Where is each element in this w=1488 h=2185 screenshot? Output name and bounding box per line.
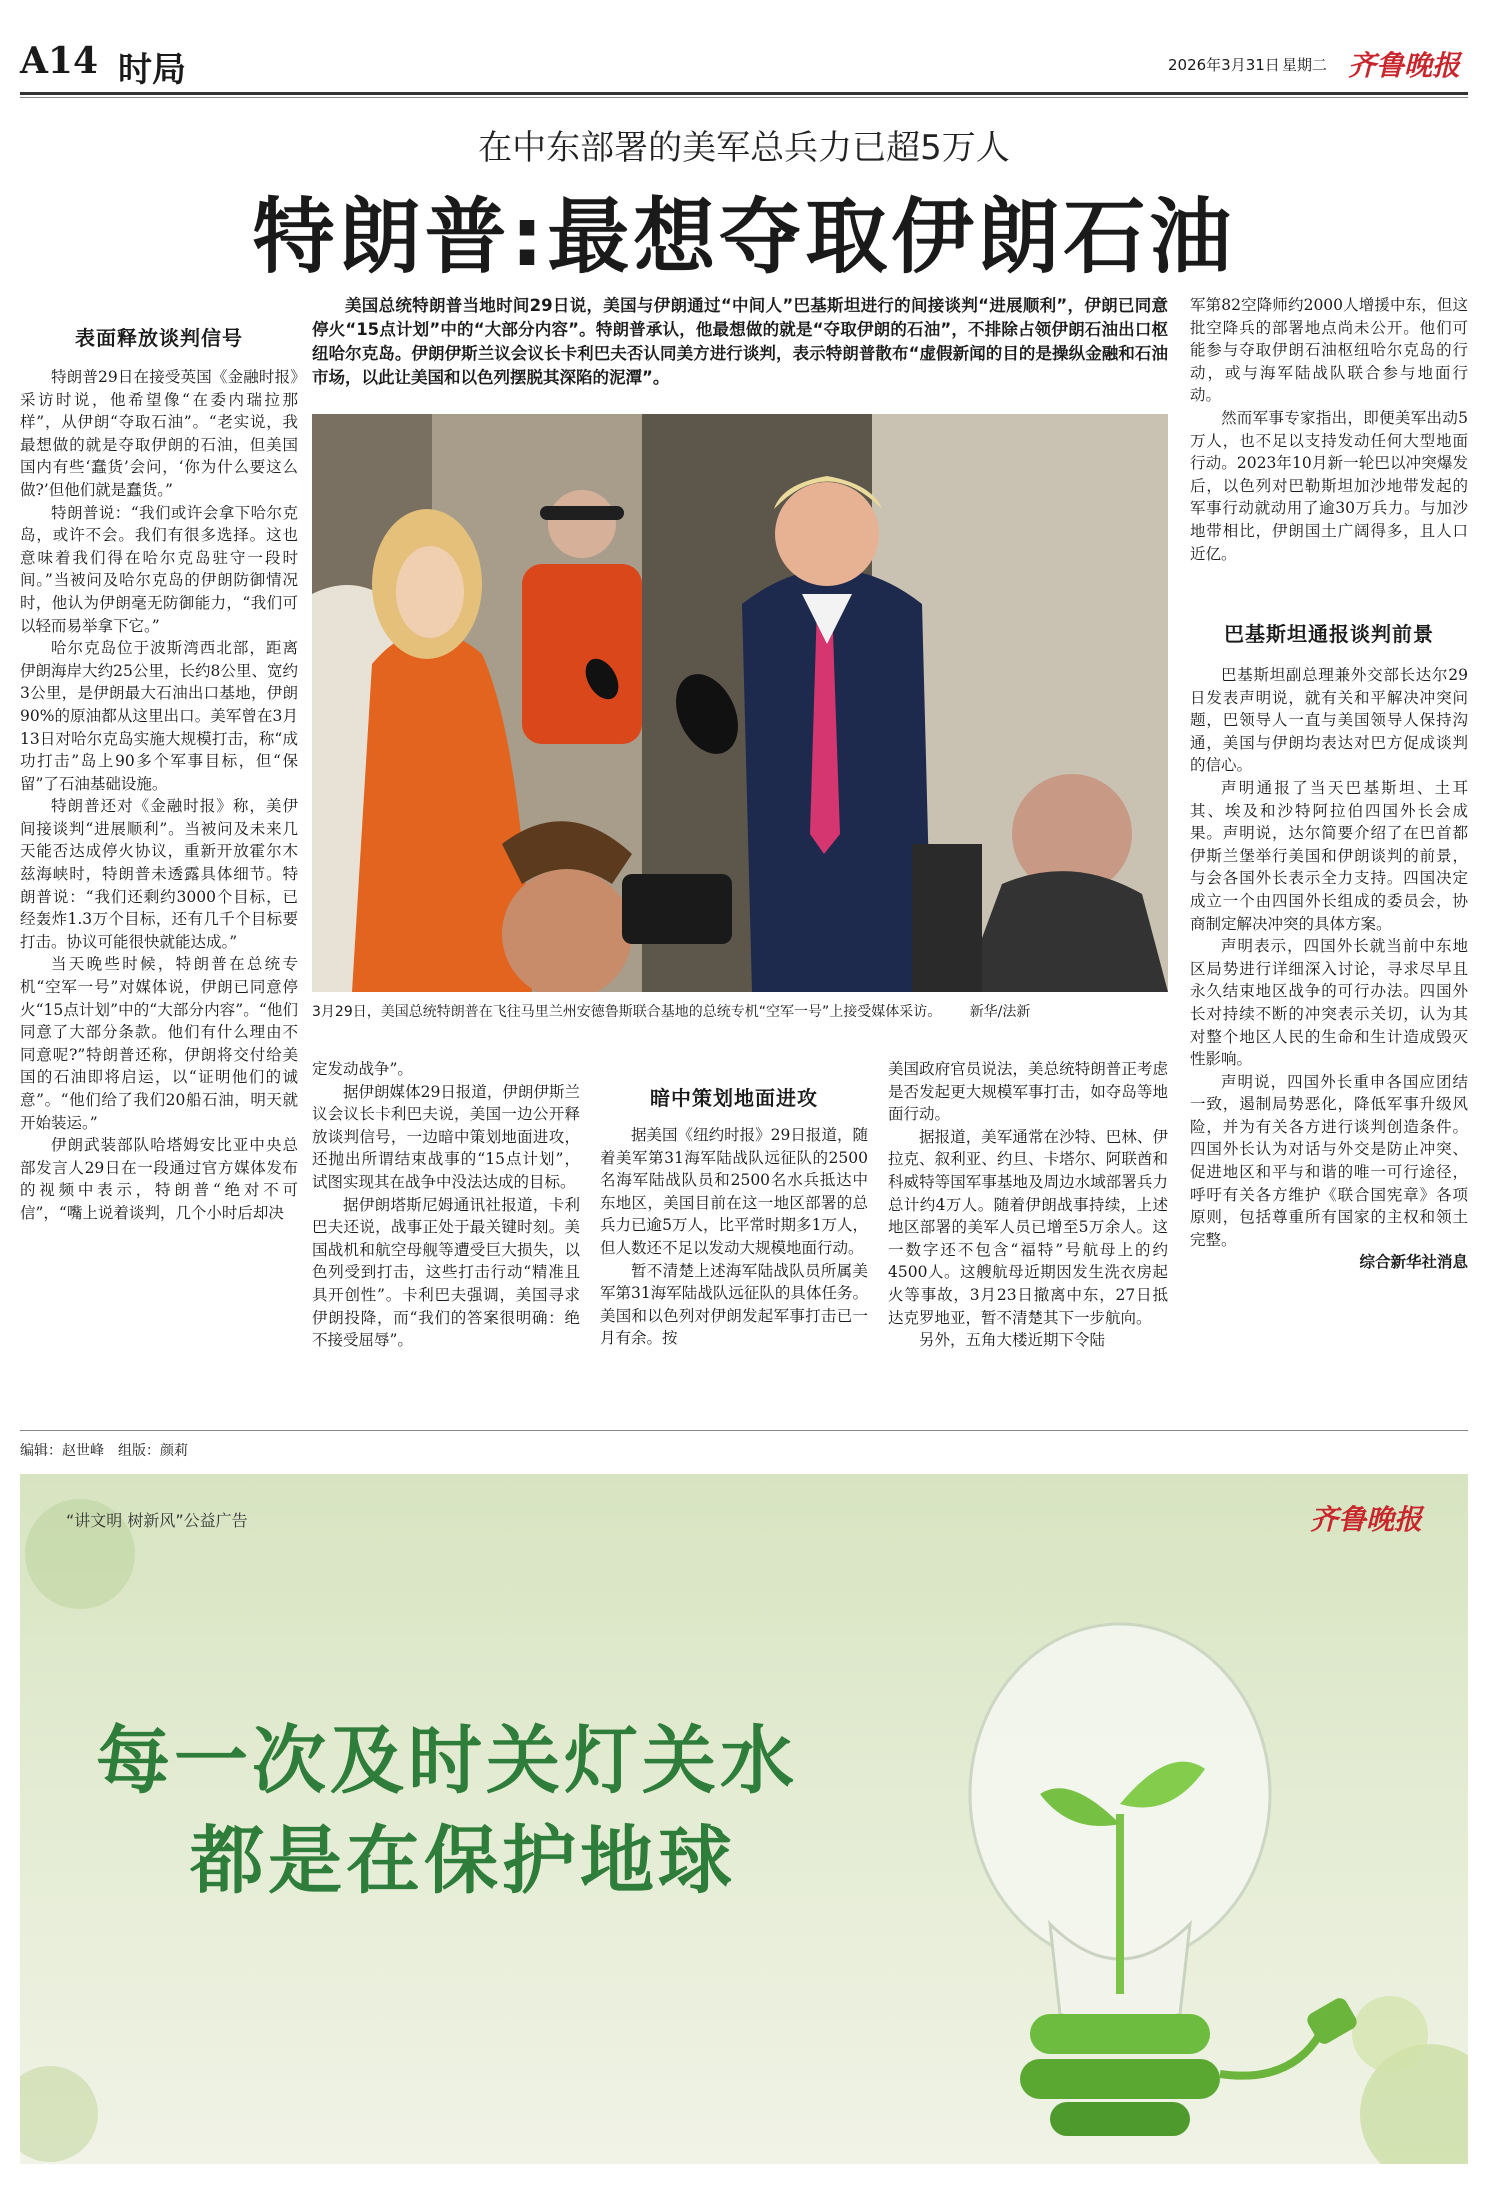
public-service-ad (20, 1474, 1468, 2164)
headline-main: 特朗普:最想夺取伊朗石油 (252, 190, 1236, 285)
headline-kicker: 在中东部署的美军总兵力已超5万人 (478, 128, 1010, 168)
header-rule (20, 92, 1468, 95)
col3-para: 据美国《纽约时报》29日报道，随着美军第31海军陆战队远征队的2500名海军陆战队员和2500名水兵抵达中东地区，美国目前在这一地区部署的总兵力已逾5万人，比平常时期多1万人，但人数还不足以发动大规模地面行动。 (600, 1126, 868, 1257)
col4-body (888, 1058, 1168, 1352)
page-number: A14 (20, 40, 99, 82)
header-rule-thin (20, 97, 1468, 98)
col3-body (600, 1124, 868, 1350)
ad-headline-2: 都是在保护地球 (190, 1818, 736, 1904)
col1-para: 哈尔克岛位于波斯湾西北部，距离伊朗海岸大约25公里，长约8公里、宽约3公里，是伊朗最大石油出口基地，伊朗90%的原油都从这里出口。美军曾在3月13日对哈尔克岛实施大规模打击，称“成功打击”岛上90多个军事目标，但“保留”了石油基础设施。 (20, 639, 298, 793)
col1-body (20, 366, 298, 1225)
col5-signoff: 综合新华社消息 (1359, 1253, 1468, 1272)
col3-para: 暂不清楚上述海军陆战队员所属美军第31海军陆战队远征队的具体任务。美国和以色列对伊朗发起军事打击已一月有余。按 (600, 1261, 868, 1348)
news-photo (312, 414, 1168, 992)
masthead-logo: 齐鲁晚报 (1348, 49, 1461, 82)
col5-para: 声明表示，四国外长就当前中东地区局势进行详细深入讨论，寻求尽早且永久结束地区战争的可行办法。四国外长对持续不断的冲突表示关切，认为其对整个地区人民的生命和生计造成毁灭性影响。 (1190, 937, 1468, 1069)
issue-date: 2026年3月31日 (1168, 56, 1280, 74)
col5-continued: 军第82空降师约2000人增援中东，但这批空降兵的部署地点尚未公开。他们可能参与夺取伊朗石油枢纽哈尔克岛的行动，或与海军陆战队联合参与地面行动。 (1190, 296, 1468, 405)
col5-heading: 巴基斯坦通报谈判前景 (1224, 622, 1434, 646)
col2-para: 据伊朗媒体29日报道，伊朗伊斯兰议会议长卡利巴夫说，美国一边公开释放谈判信号，一边暗中策划地面进攻，还抛出所谓结束战事的“15点计划”，试图实现其在战争中没法达成的目标。 (312, 1082, 580, 1191)
col2-continued: 定发动战争”。 (312, 1060, 413, 1078)
col4-para: 另外，五角大楼近期下令陆 (919, 1331, 1106, 1350)
ad-logo: 齐鲁晚报 (1310, 1503, 1423, 1536)
col1-para: 特朗普还对《金融时报》称，美伊间接谈判“进展顺利”。当被问及未来几天能否达成停火协议，重新开放霍尔木兹海峡时，特朗普未透露具体细节。特朗普说：“我们还剩约3000个目标，已经轰炸1.3万个目标，还有几千个目标要打击。协议可能很快就能达成。” (20, 797, 298, 951)
ad-headline-1: 每一次及时关灯关水 (96, 1718, 798, 1804)
footer-rule (20, 1430, 1468, 1431)
photo-credit: 新华/法新 (969, 1004, 1031, 1020)
col1-para: 特朗普29日在接受英国《金融时报》采访时说，他希望像“在委内瑞拉那样”，从伊朗“夺取石油”。“老实说，我最想做的就是夺取伊朗的石油，但美国国内有些‘蠢货’会问，‘你为什么要这么做?’但他们就是蠢货。” (20, 368, 298, 499)
col1-heading: 表面释放谈判信号 (75, 326, 243, 350)
section-name: 时局 (118, 50, 186, 90)
col2-para: 据伊朗塔斯尼姆通讯社报道，卡利巴夫还说，战事正处于最关键时刻。美国战机和航空母舰等遭受巨大损失，以色列受到打击，这些打击行动“精准且具开创性”。卡利巴夫强调，美国寻求伊朗投降，而“我们的答案很明确：绝不接受屈辱”。 (312, 1195, 580, 1350)
col5-para: 声明通报了当天巴基斯坦、土耳其、埃及和沙特阿拉伯四国外长会成果。声明说，达尔简要介绍了在巴首都伊斯兰堡举行美国和伊朗谈判的前景，与会各国外长表示全力支持。四国决定成立一个由四国外长组成的委员会，协商制定解决冲突的具体方案。 (1190, 778, 1468, 933)
col5-para: 然而军事专家指出，即便美军出动5万人，也不足以支持发动任何大型地面行动。2023年10月新一轮巴以冲突爆发后，以色列对巴勒斯坦加沙地带发起的军事行动就动用了逾30万兵力。与加沙地带相比，伊朗国土广阔得多，且人口近亿。 (1190, 408, 1468, 563)
photo-caption-text: 3月29日，美国总统特朗普在飞往马里兰州安德鲁斯联合基地的总统专机“空军一号”上接受媒体采访。 (312, 1004, 942, 1020)
col5-para: 声明说，四国外长重申各国应团结一致，遏制局势恶化，降低军事升级风险，并为有关各方进行谈判创造条件。四国外长认为对话与外交是防止冲突、促进地区和平与和谐的唯一可行途径，呼吁有关各方维护《联合国宪章》各项原则，包括尊重所有国家的主权和领土完整。 (1190, 1072, 1468, 1249)
lead-paragraph (312, 294, 1168, 390)
col5-body-bottom (1190, 664, 1468, 1274)
col5-para: 巴基斯坦副总理兼外交部长达尔29日发表声明说，就有关和平解决冲突问题，巴领导人一直与美国领导人保持沟通，美国与伊朗均表达对巴方促成谈判的信心。 (1190, 666, 1468, 775)
ad-tag: “讲文明 树新风”公益广告 (66, 1511, 248, 1530)
photo-illustration (312, 414, 1168, 992)
col4-para: 据报道，美军通常在沙特、巴林、伊拉克、叙利亚、约旦、卡塔尔、阿联酋和科威特等国军事基地及周边水域部署兵力总计约4万人。随着伊朗战事持续，上述地区部署的美军人员已增至5万余人。这一数字还不包含“福特”号航母上的约4500人。这艘航母近期因发生洗衣房起火等事故，3月23日撤离中东，27日抵达克罗地亚，暂不清楚其下一步航向。 (888, 1127, 1168, 1327)
col2-body (312, 1058, 580, 1352)
lead-text: 美国总统特朗普当地时间29日说，美国与伊朗通过“中间人”巴基斯坦进行的间接谈判“进展顺利”，伊朗已同意停火“15点计划”中的“大部分内容”。特朗普承认，他最想做的就是“夺取伊朗的石油”，不排除占领伊朗石油出口枢纽哈尔克岛。伊朗伊斯兰议会议长卡利巴夫否认同美方进行谈判，表示特朗普散布“虚假新闻的目的是操纵金融和石油市场，以此让美国和以色列摆脱其深陷的泥潭”。 (312, 296, 1168, 387)
col1-para: 当天晚些时候，特朗普在总统专机“空军一号”对媒体说，伊朗已同意停火“15点计划”中的“大部分内容”。“他们同意了大部分条款。他们有什么理由不同意呢?”特朗普还称，伊朗将交付给美国的石油即将启运，以“证明他们的诚意”。“他们给了我们20船石油，明天就开始装运。” (20, 955, 298, 1132)
col1-para: 特朗普说：“我们或许会拿下哈尔克岛，或许不会。我们有很多选择。这也意味着我们得在哈尔克岛驻守一段时间。”当被问及哈尔克岛的伊朗防御情况时，他认为伊朗毫无防御能力，“我们可以轻而易举拿下它。” (20, 503, 298, 635)
issue-weekday: 星期二 (1282, 56, 1328, 74)
col4-continued: 美国政府官员说法，美总统特朗普正考虑是否发起更大规模军事打击，如夺岛等地面行动。 (888, 1060, 1168, 1124)
col5-body-top (1190, 294, 1468, 565)
page-header (20, 36, 1468, 96)
col1-para: 伊朗武装部队哈塔姆安比亚中央总部发言人29日在一段通过官方媒体发布的视频中表示，特朗普“绝对不可信”，“嘴上说着谈判，几个小时后却决 (20, 1136, 298, 1222)
editor-credit: 编辑：赵世峰 组版：颜莉 (20, 1443, 188, 1459)
photo-caption (312, 1002, 1168, 1022)
col3-heading: 暗中策划地面进攻 (650, 1086, 818, 1110)
